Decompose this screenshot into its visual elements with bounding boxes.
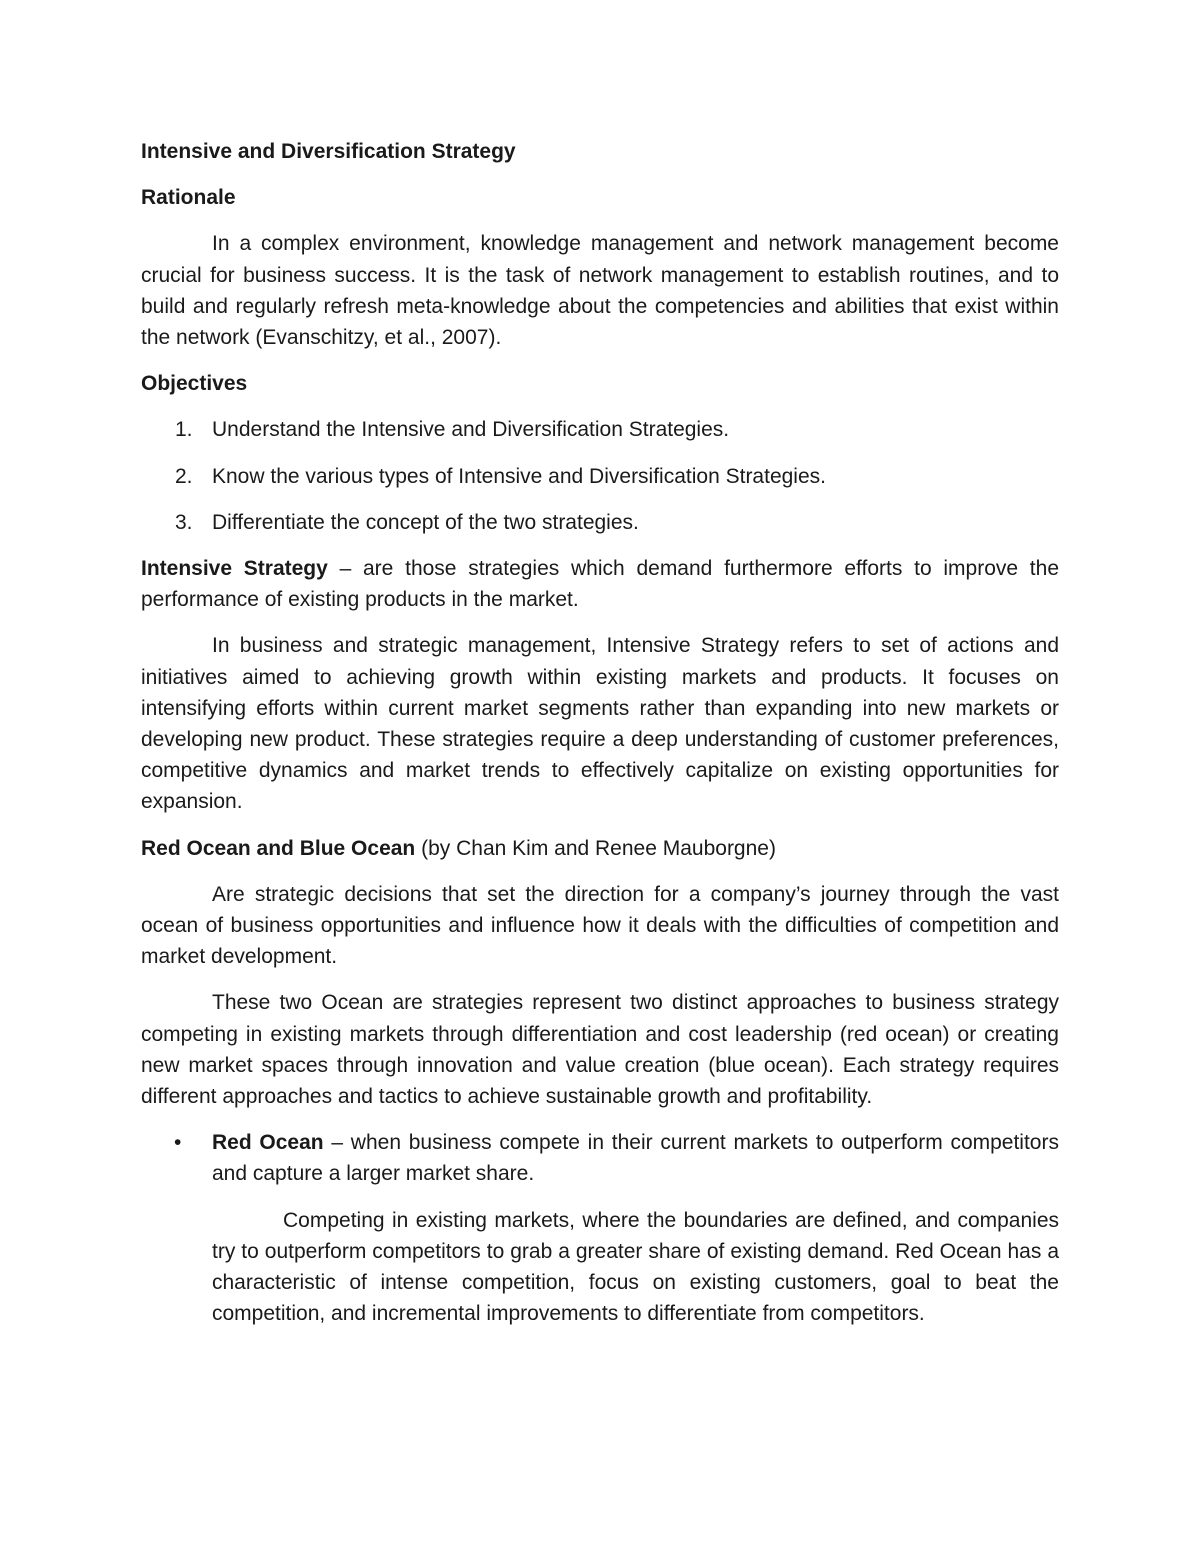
ocean-strategy-attribution: (by Chan Kim and Renee Mauborgne) <box>415 836 776 860</box>
ocean-paragraph-1: Are strategic decisions that set the direction for a company’s journey through the vast ocean of business opportunities and influence how it deals with the difficulties of competition and market development. <box>141 882 1059 969</box>
document-page <box>141 136 1059 1345</box>
rationale-paragraph: In a complex environment, knowledge management and network management become crucial for business success. It is the task of network management to establish routines, and to build and regularly refresh meta-knowledge about the competencies and abilities that exist within the network (Evanschitzy, et al., 2007). <box>141 232 1059 350</box>
objective-text: Know the various types of Intensive and Diversification Strategies. <box>212 464 826 488</box>
objective-number: 3. <box>175 510 193 534</box>
intensive-strategy-paragraph: In business and strategic management, Intensive Strategy refers to set of actions and initiatives aimed to achieving growth within existing markets and products. It focuses on intensifying efforts within current market segments rather than expanding into new markets or developing new product. These strategies require a deep understanding of customer preferences, competitive dynamics and market trends to effectively capitalize on existing opportunities for expansion. <box>141 634 1059 814</box>
objective-item <box>141 414 1059 445</box>
objective-text: Understand the Intensive and Diversification Strategies. <box>212 418 730 442</box>
objective-item <box>141 507 1059 538</box>
objectives-heading: Objectives <box>141 372 248 396</box>
red-ocean-definition-text: – when business compete in their current markets to outperform competitors and capture a larger market share. <box>212 1131 1059 1186</box>
objectives-list <box>141 414 1059 538</box>
red-ocean-paragraph: Competing in existing markets, where the boundaries are defined, and companies try to outperform competitors to grab a greater share of existing demand. Red Ocean has a characteristic of intense competition, focus on existing customers, goal to beat the competition, and incremental improvements to differentiate from competitors. <box>212 1208 1059 1326</box>
intensive-strategy-definition <box>141 553 1059 615</box>
ocean-paragraph-2: These two Ocean are strategies represent two distinct approaches to business strategy competing in existing markets through differentiation and cost leadership (red ocean) or creating new market spaces through innovation and value creation (blue ocean). Each strategy requires different approaches and tactics to achieve sustainable growth and profitability. <box>141 991 1059 1109</box>
ocean-heading-line <box>141 833 1059 864</box>
objective-item <box>141 461 1059 492</box>
ocean-strategy-term: Red Ocean and Blue Ocean <box>141 836 416 860</box>
red-ocean-bullet-item <box>141 1127 1059 1189</box>
bullet-icon: • <box>174 1131 182 1155</box>
document-title: Intensive and Diversification Strategy <box>141 140 516 163</box>
rationale-heading: Rationale <box>141 186 236 210</box>
intensive-strategy-definition-text: – are those strategies which demand furthermore efforts to improve the performance of existing products in the market. <box>141 557 1059 612</box>
intensive-strategy-term: Intensive Strategy <box>141 557 328 581</box>
objective-text: Differentiate the concept of the two strategies. <box>212 510 639 534</box>
objective-number: 2. <box>175 464 193 488</box>
objective-number: 1. <box>175 418 193 442</box>
red-ocean-term: Red Ocean <box>212 1131 324 1155</box>
